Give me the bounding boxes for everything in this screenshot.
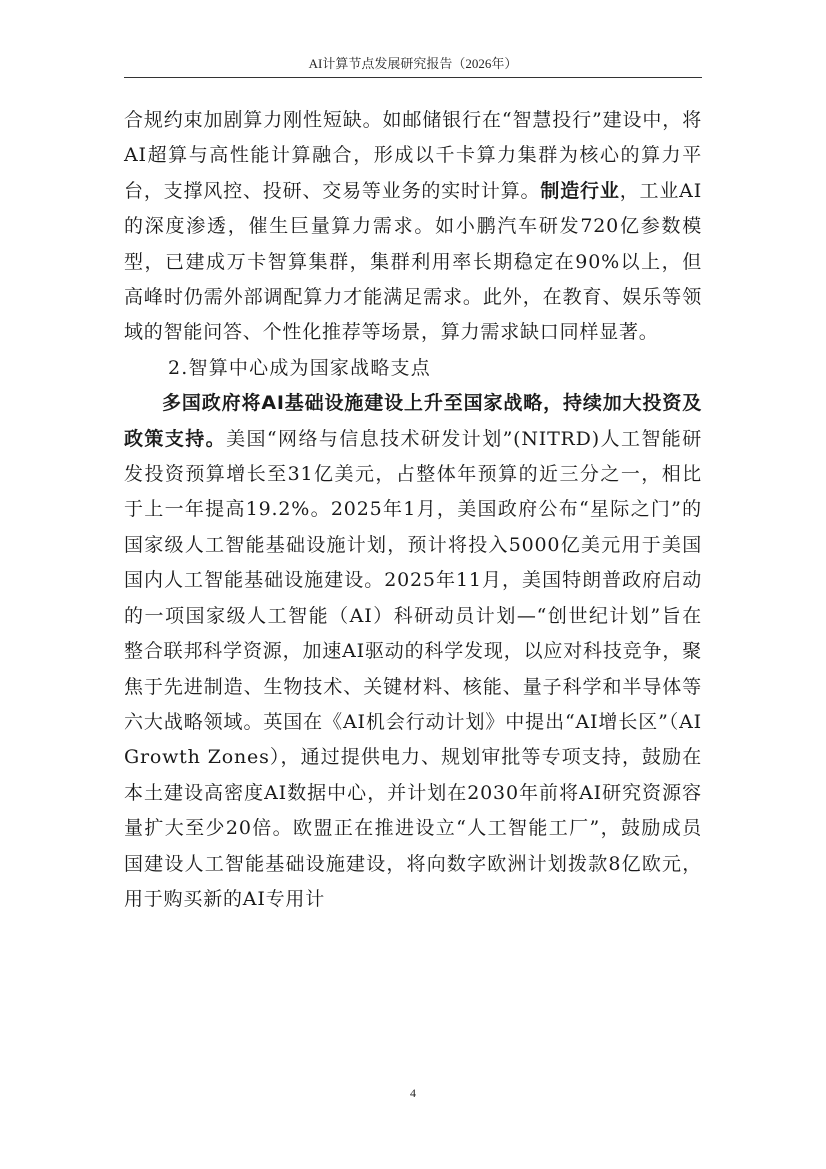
paragraph-national-strategy — [124, 386, 702, 917]
paragraph-text: ，工业AI的深度渗透，催生巨量算力需求。如小鹏汽车研发720亿参数模型，已建成万卡智算集群，集群利用率长期稳定在90%以上，但高峰时仍需外部调配算力才能满足需求。此外，在教育、娱乐等领域的智能问答、个性化推荐等场景，算力需求缺口同样显著。 — [124, 179, 702, 344]
emphasis-manufacturing: 制造行业 — [540, 179, 620, 202]
body-content — [124, 103, 702, 917]
paragraph-text: 合规约束加剧算力刚性短缺。如邮储银行在“智慧投行”建设中，将AI超算与高性能计算融合，形成以千卡算力集群为核心的算力平台，支撑风控、投研、交易等业务的实时计算。 — [124, 109, 702, 202]
running-header: AI计算节点发展研究报告（2026年） — [308, 56, 518, 71]
page-number: 4 — [410, 1086, 416, 1100]
paragraph-industry-demand — [124, 103, 702, 351]
paragraph-text: 美国“网络与信息技术研发计划”(NITRD)人工智能研发投资预算增长至31亿美元，占整体年预算的近三分之一，相比于上一年提高19.2%。2025年1月，美国政府公布“星际之门”的国家级人工智能基础设施计划，预计将投入5000亿美元用于美国国内人工智能基础设施建设。2025年11月，美国特朗普政府启动的一项国家级人工智能（AI）科研动员计划—“创世纪计划”旨在整合联邦科学资源，加速AI驱动的科学发现，以应对科技竞争，聚焦于先进制造、生物技术、关键材料、核能、量子科学和半导体等六大战略领域。英国在《AI机会行动计划》中提出“AI增长区”（AI Growth Zones），通过提供电力、规划审批等专项支持，鼓励在本土建设高密度AI数据中心，并计划在2030年前将AI研究资源容量扩大至少20倍。欧盟正在推进设立“人工智能工厂”，鼓励成员国建设人工智能基础设施建设，将向数字欧洲计划拨款8亿欧元，用于购买新的AI专用计 — [124, 427, 702, 910]
section-heading: 2.智算中心成为国家战略支点 — [168, 356, 431, 379]
header-divider — [124, 77, 702, 78]
emphasis-lead-sentence: 多国政府将AI基础设施建设上升至国家战略，持续加大投资及政策支持。 — [124, 392, 702, 450]
